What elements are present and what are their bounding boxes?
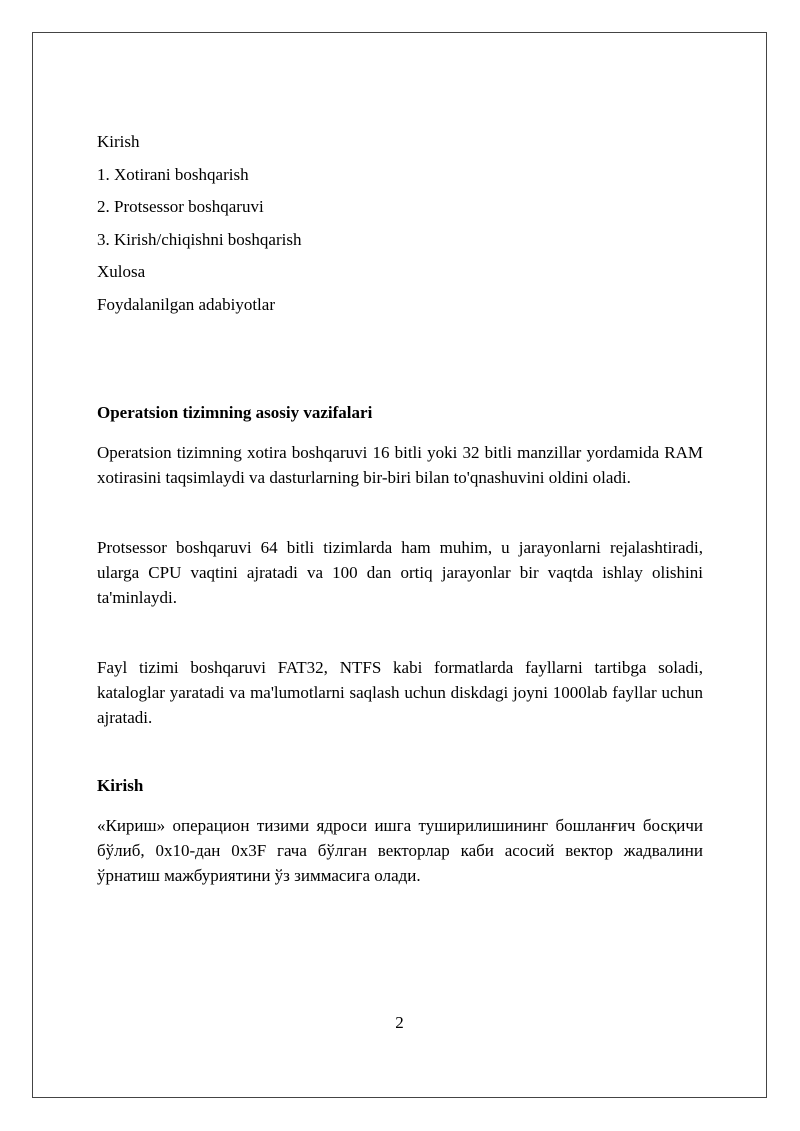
section-heading-main-functions: Operatsion tizimning asosiy vazifalari xyxy=(97,403,373,422)
toc-item-conclusion: Xulosa xyxy=(97,262,146,281)
toc-item-processor-management: 2. Protsessor boshqaruvi xyxy=(97,197,264,216)
paragraph-processor-management: Protsessor boshqaruvi 64 bitli tizimlarda ham muhim, u jarayonlarni rejalashtiradi, ularga CPU vaqtini ajratadi va 100 dan ortiq jarayonlar bir vaqtda ishlay olishini ta'minlaydi. xyxy=(97,538,703,607)
page-content xyxy=(97,129,703,888)
toc-item-memory-management: 1. Xotirani boshqarish xyxy=(97,164,249,184)
section-heading-introduction: Kirish xyxy=(97,776,144,795)
toc-item-references: Foydalanilgan adabiyotlar xyxy=(97,294,275,314)
paragraph-file-system-management: Fayl tizimi boshqaruvi FAT32, NTFS kabi formatlarda fayllarni tartibga soladi, kataloglar yaratadi va ma'lumotlarni saqlash uchun diskdagi joyni 1000lab fayllar uchun ajratadi. xyxy=(97,658,703,727)
toc-item-io-management: 3. Kirish/chiqishni boshqarish xyxy=(97,229,302,249)
page-number: 2 xyxy=(395,1013,404,1032)
paragraph-memory-management: Operatsion tizimning xotira boshqaruvi 16 bitli yoki 32 bitli manzillar yordamida RAM xotirasini taqsimlaydi va dasturlarning bir-biri bilan to'qnashuvini oldini oladi. xyxy=(97,443,703,487)
paragraph-introduction-cyrillic: «Кириш» операцион тизими ядроси ишга туширилишининг бошланғич босқичи бўлиб, 0x10-дан 0x3F гача бўлган векторлар каби асосий вектор жадвалини ўрнатиш мажбуриятини ўз зиммасига олади. xyxy=(97,816,703,885)
document-page xyxy=(32,32,767,1098)
table-of-contents xyxy=(97,129,703,324)
toc-item-introduction: Kirish xyxy=(97,132,140,151)
